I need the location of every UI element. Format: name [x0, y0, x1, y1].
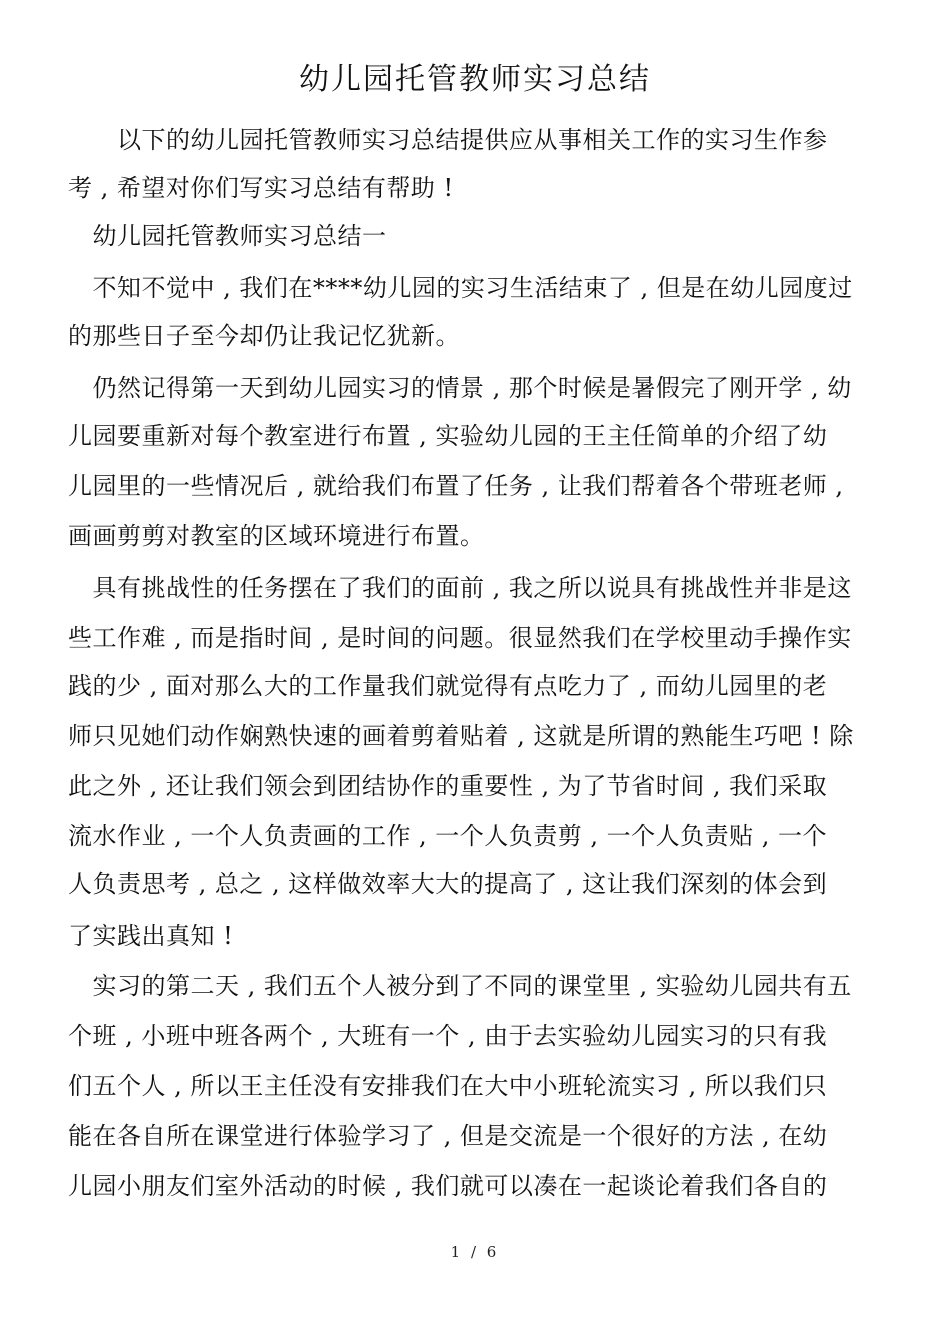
text-line: 的那些日子至今却仍让我记忆犹新。	[68, 322, 460, 350]
text-line: 仍然记得第一天到幼儿园实习的情景 , 那个时候是暑假完了刚开学 , 幼	[68, 374, 852, 402]
text-line: 儿园里的一些情况后 , 就给我们布置了任务 , 让我们帮着各个带班老师 ,	[68, 472, 844, 500]
text-line: 个班 , 小班中班各两个 , 大班有一个 , 由于去实验幼儿园实习的只有我	[68, 1022, 828, 1050]
text-line: 儿园要重新对每个教室进行布置 , 实验幼儿园的王主任简单的介绍了幼	[68, 422, 828, 450]
text-line: 此之外 , 还让我们领会到团结协作的重要性 , 为了节省时间 , 我们采取	[68, 772, 828, 800]
text-line: 以下的幼儿园托管教师实习总结提供应从事相关工作的实习生作参	[68, 126, 828, 154]
text-line: 画画剪剪对教室的区域环境进行布置。	[68, 522, 485, 550]
page-number: 1 / 6	[450, 1243, 500, 1261]
text-line: 具有挑战性的任务摆在了我们的面前 , 我之所以说具有挑战性并非是这	[68, 574, 852, 602]
text-line: 不知不觉中 , 我们在****幼儿园的实习生活结束了 , 但是在幼儿园度过	[68, 274, 853, 302]
text-line: 人负责思考 , 总之 , 这样做效率大大的提高了 , 这让我们深刻的体会到	[68, 870, 828, 898]
text-line: 了实践出真知 !	[68, 922, 234, 950]
section-heading: 幼儿园托管教师实习总结一	[68, 222, 387, 250]
text-line: 流水作业 , 一个人负责画的工作 , 一个人负责剪 , 一个人负责贴 , 一个	[68, 822, 828, 850]
text-line: 践的少 , 面对那么大的工作量我们就觉得有点吃力了 , 而幼儿园里的老	[68, 672, 828, 700]
text-line: 师只见她们动作娴熟快速的画着剪着贴着 , 这就是所谓的熟能生巧吧 ! 除	[68, 722, 854, 750]
text-line: 能在各自所在课堂进行体验学习了 , 但是交流是一个很好的方法 , 在幼	[68, 1122, 828, 1150]
text-line: 儿园小朋友们室外活动的时候 , 我们就可以凑在一起谈论着我们各自的	[68, 1172, 828, 1200]
text-line: 考 , 希望对你们写实习总结有帮助 !	[68, 174, 454, 202]
text-line: 些工作难 , 而是指时间 , 是时间的问题。很显然我们在学校里动手操作实	[68, 624, 852, 652]
text-line: 们五个人 , 所以王主任没有安排我们在大中小班轮流实习 , 所以我们只	[68, 1072, 828, 1100]
document-title: 幼儿园托管教师实习总结	[299, 62, 651, 97]
text-line: 实习的第二天 , 我们五个人被分到了不同的课堂里 , 实验幼儿园共有五	[68, 972, 852, 1000]
